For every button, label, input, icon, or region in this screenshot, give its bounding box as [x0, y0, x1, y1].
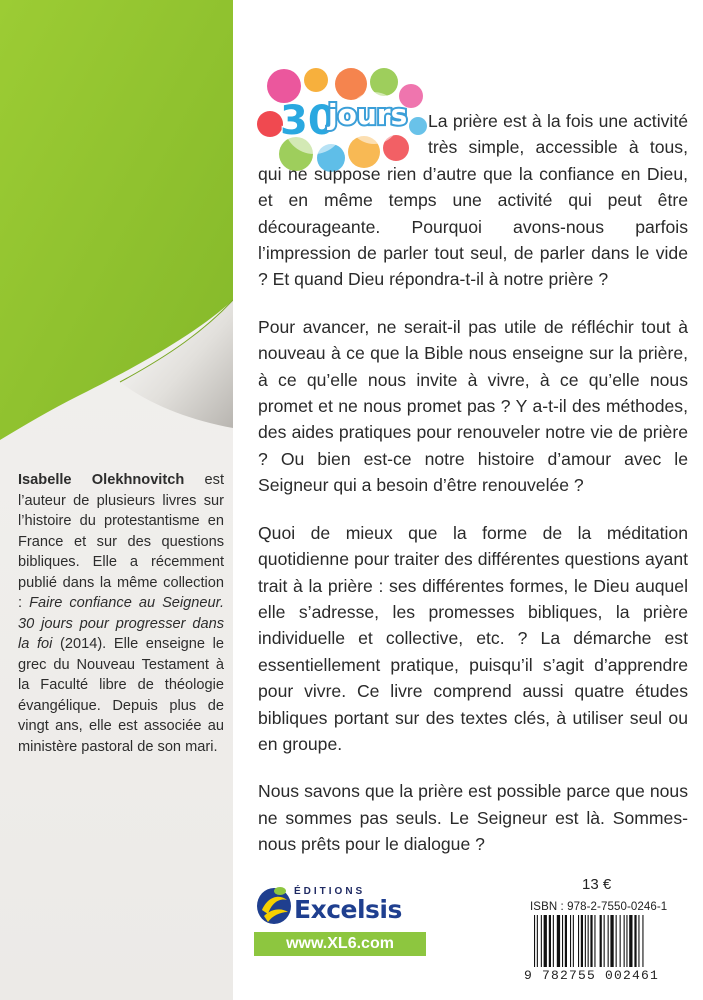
bio-text-1: est l’auteur de plusieurs livres sur l’histoire du protestantisme en France et sur des questions bibliques. Elle a récemment publié dans la même collection : — [18, 472, 224, 611]
left-panel — [0, 0, 233, 1000]
green-page-curl — [0, 0, 233, 440]
publisher-editions-label: ÉDITIONS — [294, 886, 366, 897]
logo-word: jours — [328, 98, 408, 131]
excelsis-emblem-icon — [256, 882, 292, 926]
barcode-icon — [530, 915, 680, 967]
paragraph-4: Nous savons que la prière est possible parce que nous ne sommes pas seuls. Le Seigneur est là. Sommes-nous prêts pour le dialogue ? — [258, 781, 688, 855]
publisher-logo — [254, 882, 426, 962]
author-bio — [18, 470, 224, 757]
bio-book-title: Faire confiance au Seigneur. 30 jours pour progresser dans la foi — [18, 595, 224, 652]
author-name: Isabelle Olekhnovitch — [18, 472, 185, 488]
isbn-label: ISBN : 978-2-7550-0246-1 — [530, 901, 668, 913]
bio-text-2: (2014). Elle enseigne le grec du Nouveau Testament à la Faculté libre de théologie évangélique. Depuis plus de vingt ans, elle est associée au ministère pastoral de son mari. — [18, 636, 225, 755]
paragraph-1: La prière est à la fois une activité très simple, accessible à tous, qui ne suppose rien d’autre que la confiance en Dieu, et en même temps une activité qui peut être décourageante. Pourquoi avons-nous parfois l’impression de parler tout seul, de parler dans le vide ? Et quand Dieu répondra-t-il à notre prière ? — [258, 111, 688, 290]
publisher-name: Excelsis — [294, 895, 402, 924]
barcode-number: 9 782755 002461 — [524, 968, 660, 983]
price: 13 € — [582, 876, 612, 893]
publisher-url: www.XL6.com — [254, 932, 426, 956]
back-cover-text — [258, 108, 688, 879]
paragraph-2: Pour avancer, ne serait-il pas utile de réfléchir tout à nouveau à ce que la Bible nous enseigne sur la prière, à ce qu’elle nous invite à vivre, à ce qu’elle nous promet et ne nous promet pas ? Y a-t-il des méthodes, des aides pratiques pour renouveler notre vie de prière ? Ou bien est-ce notre histoire d’amour avec le Seigneur qui a besoin d’être renouvelée ? — [258, 316, 688, 496]
paragraph-3: Quoi de mieux que la forme de la méditation quotidienne pour traiter des différentes questions ayant trait à la prière : ses différentes formes, le Dieu auquel elle s’adresse, les promesses bibliques, la prière individuelle et collective, etc. ? La démarche est essentiellement pratique, puisqu’il s’agit d’apprendre pour vivre. Ce livre comprend aussi quatre études bibliques portant sur des textes clés, à utiliser seul ou en groupe. — [258, 522, 688, 754]
logo-number: 30 — [280, 98, 336, 144]
